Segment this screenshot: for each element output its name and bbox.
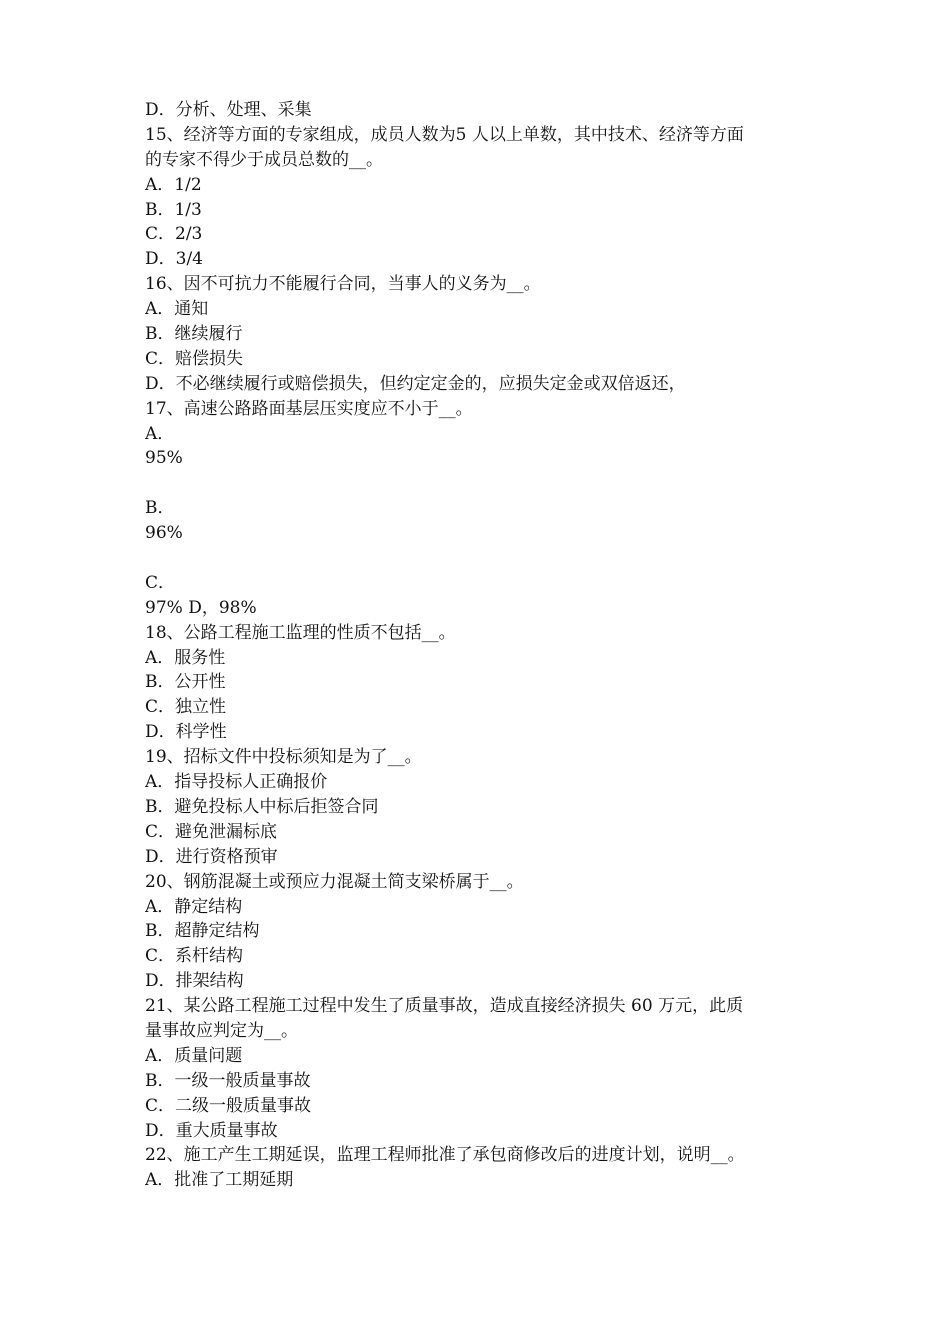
text-line: D．不必继续履行或赔偿损失，但约定定金的，应损失定金或双倍返还， xyxy=(145,373,686,394)
document-text xyxy=(145,98,825,1193)
text-line: 18、公路工程施工监理的性质不包括__。 xyxy=(145,622,456,643)
text-line: D．进行资格预审 xyxy=(145,846,278,867)
text-line: B．继续履行 xyxy=(145,324,243,345)
text-line: 17、高速公路路面基层压实度应不小于__。 xyxy=(145,398,473,419)
text-line: 97% D，98% xyxy=(145,597,257,618)
text-line: A．1/2 xyxy=(145,174,202,195)
text-line: 15、经济等方面的专家组成，成员人数为5 人以上单数，其中技术、经济等方面 xyxy=(145,124,744,145)
text-line: D．3/4 xyxy=(145,249,203,270)
text-line: C．赔偿损失 xyxy=(145,348,244,369)
text-line: B． xyxy=(145,498,175,519)
text-line: D．排架结构 xyxy=(145,971,244,992)
text-line: 95% xyxy=(145,448,183,469)
text-line: 量事故应判定为__。 xyxy=(145,1020,298,1041)
text-line: D．科学性 xyxy=(145,722,227,743)
text-line: C．独立性 xyxy=(145,697,227,718)
text-line: A． xyxy=(145,423,175,444)
text-line: B．一级一般质量事故 xyxy=(145,1070,311,1091)
text-line: 22、施工产生工期延误，监理工程师批准了承包商修改后的进度计划，说明__。 xyxy=(145,1145,745,1166)
blank-line xyxy=(145,546,825,571)
text-line: 19、招标文件中投标须知是为了__。 xyxy=(145,747,422,768)
text-line: D．重大质量事故 xyxy=(145,1120,278,1141)
blank-line xyxy=(145,471,825,496)
text-line: B．避免投标人中标后拒签合同 xyxy=(145,796,379,817)
text-line: 20、钢筋混凝土或预应力混凝土简支梁桥属于__。 xyxy=(145,871,524,892)
text-line: A．通知 xyxy=(145,299,209,320)
text-line: A．静定结构 xyxy=(145,896,243,917)
text-line: A．服务性 xyxy=(145,647,226,668)
text-line: C．避免泄漏标底 xyxy=(145,821,278,842)
text-line: C．系杆结构 xyxy=(145,946,244,967)
text-line: C．二级一般质量事故 xyxy=(145,1095,312,1116)
text-line: B．公开性 xyxy=(145,672,226,693)
text-line: 的专家不得少于成员总数的__。 xyxy=(145,149,383,170)
text-line: 96% xyxy=(145,523,183,544)
text-line: A．批准了工期延期 xyxy=(145,1170,294,1191)
text-line: B．1/3 xyxy=(145,199,202,220)
text-line: A．指导投标人正确报价 xyxy=(145,772,328,793)
text-line: 16、因不可抗力不能履行合同，当事人的义务为__。 xyxy=(145,274,541,295)
text-line: C． xyxy=(145,572,176,593)
text-line: D．分析、处理、采集 xyxy=(145,100,312,120)
text-line: C．2/3 xyxy=(145,224,203,245)
text-line: A．质量问题 xyxy=(145,1045,243,1066)
text-line: B．超静定结构 xyxy=(145,921,260,942)
text-line: 21、某公路工程施工过程中发生了质量事故，造成直接经济损失 60 万元，此质 xyxy=(145,996,744,1017)
